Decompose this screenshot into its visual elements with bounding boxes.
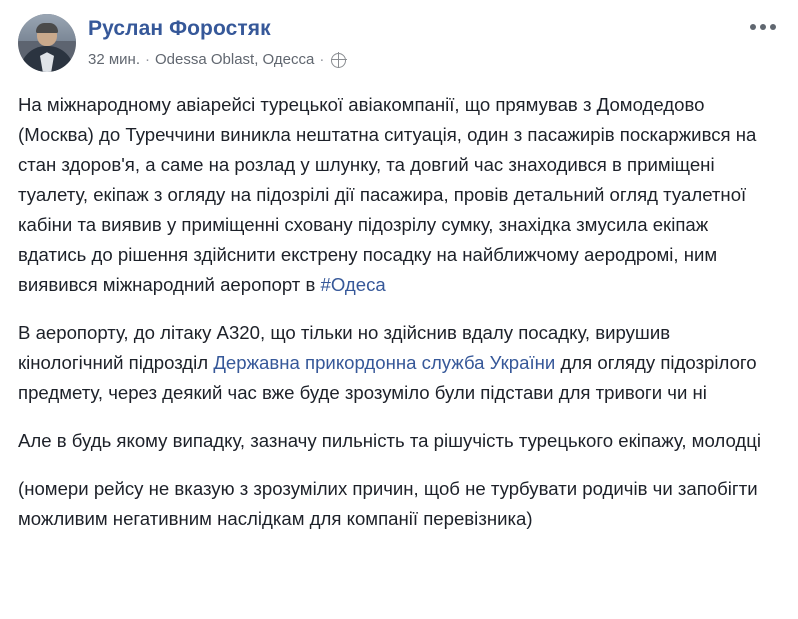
post-meta [88,50,346,70]
author-name[interactable]: Руслан Форостяк [88,17,271,40]
post-paragraph [18,90,780,300]
post-paragraph [18,318,780,408]
avatar[interactable] [18,14,76,72]
post-paragraph [18,426,780,456]
post-text: Але в будь якому випадку, зазначу пильність та рішучість турецького екіпажу, молодці [18,430,762,451]
post-hashtag[interactable]: #Одеса [320,274,386,295]
post-header-text [88,14,346,70]
post-inline-link[interactable]: Державна прикордонна служба України [213,352,556,373]
more-dot-2 [760,24,766,30]
meta-separator-2: · [319,51,325,68]
post-text: (номери рейсу не вказую з зрозумілих причин, щоб не турбувати родичів чи запобігти можливим негативним наслідкам для компанії перевізника) [18,478,758,529]
post-paragraph [18,474,780,534]
post-text: для огляду підозрілого предмету, через деякий час вже буде зрозуміло були підстави для тривоги чи ні [18,352,757,403]
post-header [0,0,798,72]
post-body [0,72,798,534]
meta-separator-1: · [145,51,150,68]
post-text: В аеропорту, до літаку А320, що тільки но здійснив вдалу посадку, вирушив кінологічний підрозділ [18,322,671,373]
post-text: На міжнародному авіарейсі турецької авіакомпанії, що прямував з Домодедово (Москва) до Туреччини виникла нештатна ситуація, один з пасажирів поскаржився на стан здоров'я, а саме на розлад у шлунку, та довгий час знаходився в приміщені туалету, екіпаж з огляду на підозрілі дії пасажира, провів детальний огляд туалетної кабіни та виявив у приміщенні сховану підозрілу сумку, знахідка змусила екіпаж вдатись до рішення здійснити екстрену посадку на найближчому аеродромі, ним виявився міжнародний аеропорт в [18,94,757,295]
post-location[interactable]: Odessa Oblast, Одесса [155,51,315,68]
more-options-icon[interactable] [746,20,780,34]
more-dot-3 [770,24,776,30]
avatar-hair [36,23,58,33]
post-timestamp[interactable]: 32 мин. [88,51,140,68]
more-dot-1 [750,24,756,30]
globe-icon[interactable] [331,53,346,68]
